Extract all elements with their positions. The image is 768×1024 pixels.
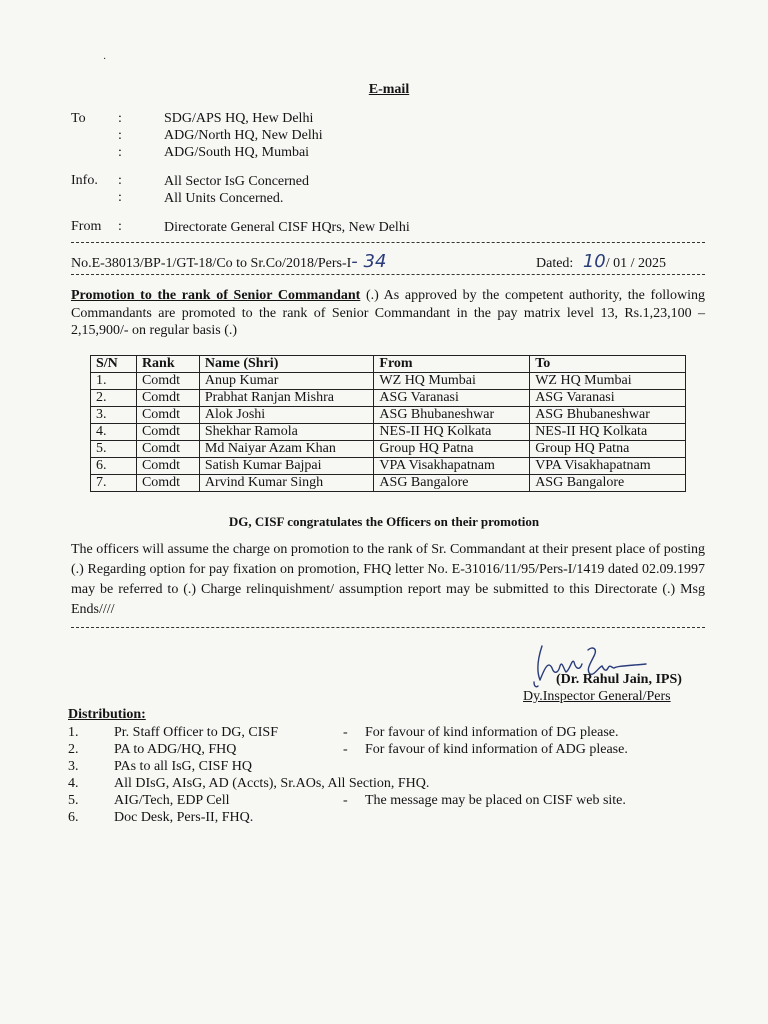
reference-number-text: No.E-38013/BP-1/GT-18/Co to Sr.Co/2018/Pers-I: [71, 256, 352, 271]
cell-to: ASG Bhubaneshwar: [530, 407, 686, 424]
distribution-recipient: All DIsG, AIsG, AD (Accts), Sr.AOs, All Section, FHQ.: [114, 776, 430, 791]
stray-mark: ·: [103, 54, 107, 65]
cell-rank: Comdt: [136, 458, 199, 475]
to-line: SDG/APS HQ, Hew Delhi: [164, 111, 314, 126]
cell-sn: 7.: [91, 475, 137, 492]
cell-name: Anup Kumar: [199, 373, 374, 390]
info-line: All Units Concerned.: [164, 191, 284, 206]
intro-paragraph: [71, 287, 705, 340]
distribution-dash: -: [343, 793, 348, 808]
col-header-name: Name (Shri): [199, 356, 374, 373]
distribution-number: 5.: [68, 793, 79, 808]
cell-sn: 4.: [91, 424, 137, 441]
cell-name: Prabhat Ranjan Mishra: [199, 390, 374, 407]
cell-to: WZ HQ Mumbai: [530, 373, 686, 390]
signatory-designation: Dy.Inspector General/Pers: [523, 689, 671, 704]
cell-to: ASG Varanasi: [530, 390, 686, 407]
distribution-remark: For favour of kind information of ADG please.: [365, 742, 628, 757]
to-label: To: [71, 111, 86, 126]
dashed-divider: [71, 274, 705, 275]
dashed-divider: [71, 242, 705, 243]
cell-sn: 6.: [91, 458, 137, 475]
distribution-number: 6.: [68, 810, 79, 825]
info-colon: :: [118, 173, 122, 188]
cell-sn: 2.: [91, 390, 137, 407]
cell-to: VPA Visakhapatnam: [530, 458, 686, 475]
cell-sn: 1.: [91, 373, 137, 390]
cell-rank: Comdt: [136, 475, 199, 492]
dated-line: [536, 251, 666, 272]
to-colon: :: [118, 128, 122, 143]
table-row: [91, 407, 686, 424]
table-row: [91, 458, 686, 475]
info-line: All Sector IsG Concerned: [164, 174, 310, 189]
cell-name: Satish Kumar Bajpai: [199, 458, 374, 475]
from-value: Directorate General CISF HQrs, New Delhi: [164, 220, 410, 235]
dated-label: Dated:: [536, 256, 574, 271]
cell-rank: Comdt: [136, 390, 199, 407]
cell-rank: Comdt: [136, 441, 199, 458]
promotion-table: [90, 355, 686, 492]
distribution-number: 3.: [68, 759, 79, 774]
distribution-recipient: PAs to all IsG, CISF HQ: [114, 759, 252, 774]
to-colon: :: [118, 111, 122, 126]
cell-sn: 5.: [91, 441, 137, 458]
distribution-recipient: AIG/Tech, EDP Cell: [114, 793, 230, 808]
table-row: [91, 475, 686, 492]
cell-name: Alok Joshi: [199, 407, 374, 424]
cell-from: ASG Bangalore: [374, 475, 530, 492]
cell-from: VPA Visakhapatnam: [374, 458, 530, 475]
cell-from: WZ HQ Mumbai: [374, 373, 530, 390]
to-line: ADG/South HQ, Mumbai: [164, 145, 310, 160]
col-header-from: From: [374, 356, 530, 373]
distribution-recipient: PA to ADG/HQ, FHQ: [114, 742, 237, 757]
to-colon: :: [118, 145, 122, 160]
cell-rank: Comdt: [136, 373, 199, 390]
distribution-number: 4.: [68, 776, 79, 791]
cell-name: Arvind Kumar Singh: [199, 475, 374, 492]
table-row: [91, 390, 686, 407]
dated-rest: / 01 / 2025: [605, 256, 667, 271]
body-paragraph: The officers will assume the charge on promotion to the rank of Sr. Commandant at their present place of posting (.) Regarding option for pay fixation on promotion, FHQ letter No. E-31016/11/95/Pers-I/1419 dated 02.09.1997 may be referred to (.) Charge relinquishment/ assumption report may be submitted to this Directorate (.) Msg Ends////: [71, 542, 705, 617]
table-header-row: [91, 356, 686, 373]
cell-name: Shekhar Ramola: [199, 424, 374, 441]
cell-from: Group HQ Patna: [374, 441, 530, 458]
to-line: ADG/North HQ, New Delhi: [164, 128, 323, 143]
reference-handwritten-suffix: - 34: [351, 251, 387, 272]
cell-rank: Comdt: [136, 424, 199, 441]
cell-from: NES-II HQ Kolkata: [374, 424, 530, 441]
congratulation-line: DG, CISF congratulates the Officers on their promotion: [228, 514, 540, 529]
cell-to: Group HQ Patna: [530, 441, 686, 458]
cell-from: ASG Bhubaneshwar: [374, 407, 530, 424]
from-label: From: [71, 219, 102, 234]
distribution-recipient: Pr. Staff Officer to DG, CISF: [114, 725, 278, 740]
cell-sn: 3.: [91, 407, 137, 424]
table-row: [91, 373, 686, 390]
dashed-divider: [71, 627, 705, 628]
dated-handwritten-day: 10: [582, 251, 606, 272]
reference-number: [71, 251, 386, 272]
cell-to: ASG Bangalore: [530, 475, 686, 492]
distribution-dash: -: [343, 742, 348, 757]
table-row: [91, 441, 686, 458]
info-label: Info.: [71, 173, 98, 188]
subject-line: Promotion to the rank of Senior Commandant: [71, 288, 361, 303]
cell-name: Md Naiyar Azam Khan: [199, 441, 374, 458]
page-heading: E-mail: [368, 82, 410, 97]
distribution-dash: -: [343, 725, 348, 740]
table-row: [91, 424, 686, 441]
col-header-rank: Rank: [136, 356, 199, 373]
cell-to: NES-II HQ Kolkata: [530, 424, 686, 441]
distribution-remark: For favour of kind information of DG please.: [365, 725, 619, 740]
cell-from: ASG Varanasi: [374, 390, 530, 407]
distribution-remark: The message may be placed on CISF web site.: [365, 793, 626, 808]
distribution-number: 1.: [68, 725, 79, 740]
intro-text: (.) As approved by the competent authority, the following Commandants are promoted to the rank of Senior Commandant in the pay matrix level 13, Rs.1,23,100 – 2,15,900/- on regular basis (.): [71, 288, 705, 338]
col-header-sn: S/N: [91, 356, 137, 373]
distribution-recipient: Doc Desk, Pers-II, FHQ.: [114, 810, 254, 825]
signatory-name: (Dr. Rahul Jain, IPS): [556, 672, 682, 687]
from-colon: :: [118, 219, 122, 234]
distribution-title: Distribution:: [68, 707, 146, 722]
info-colon: :: [118, 190, 122, 205]
cell-rank: Comdt: [136, 407, 199, 424]
distribution-number: 2.: [68, 742, 79, 757]
col-header-to: To: [530, 356, 686, 373]
